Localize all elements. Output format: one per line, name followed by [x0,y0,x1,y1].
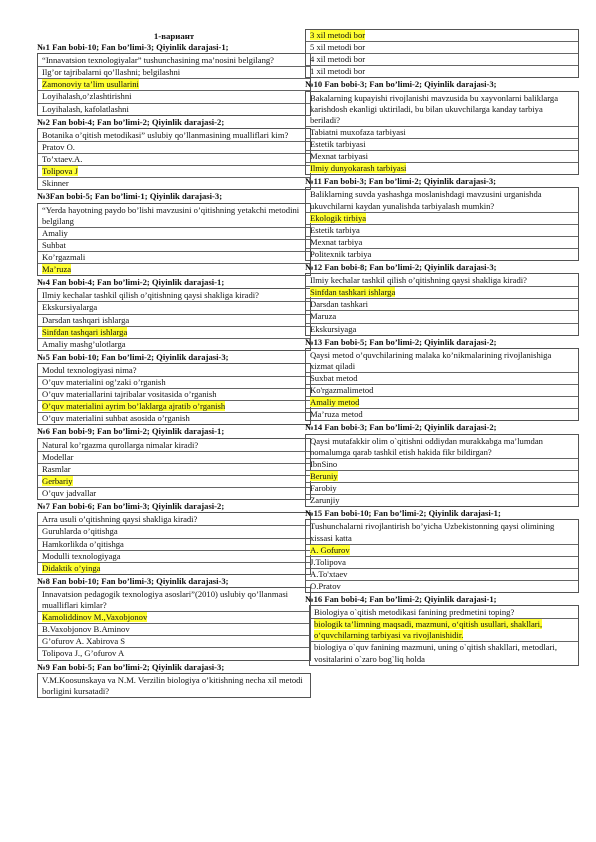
question-header: №11 Fan bobi-3; Fan bo’limi-2; Qiyinlik darajasi-3; [305,176,497,187]
answer-option[interactable] [306,286,578,298]
question-text: Natural ko’rgazma qurollarga nimalar kiradi? [42,439,199,450]
answer-option[interactable] [306,310,578,322]
correct-answer-highlight: Ma’ruza [42,264,72,275]
answer-option[interactable] [38,338,310,350]
correct-answer-highlight: Gerbariy [42,475,73,486]
answer-option[interactable] [306,224,578,236]
answer-option[interactable] [38,635,310,647]
answer-option[interactable] [306,53,578,65]
answer-option[interactable] [306,30,578,41]
answer-option[interactable] [306,568,578,580]
answer-option[interactable] [306,470,578,482]
question-table [305,187,579,261]
answer-text: G’ofurov A. Xabirova S [42,636,126,647]
answer-text: Ekskursiyalarga [42,302,98,313]
correct-answer-highlight: Ilmiy dunyokarash tarbiyasi [310,163,407,174]
answer-text: Guruhlarda o’qitishga [42,526,118,537]
correct-answer-highlight: Didaktik o’yinga [42,562,101,573]
right-column [305,29,579,667]
answer-option[interactable] [38,103,310,115]
answer-option[interactable] [38,90,310,102]
answer-option[interactable] [306,41,578,53]
answer-option[interactable] [38,550,310,562]
question-text: Ilmiy kechalar tashkil qilish o’qitishning qaysi shakliga kiradi? [42,290,259,301]
question-header: №4 Fan bobi-4; Fan bo’limi-2; Qiyinlik darajasi-1; [37,277,225,288]
answer-option[interactable] [306,556,578,568]
answer-option[interactable] [306,236,578,248]
question-table [305,91,579,176]
answer-option[interactable] [38,538,310,550]
answer-option[interactable] [306,212,578,224]
answer-option[interactable] [306,65,578,77]
question-header: №5 Fan bobi-10; Fan bo’limi-2; Qiyinlik darajasi-3; [37,351,229,362]
question-table [305,348,579,422]
answer-text: Zarunjiy [310,495,340,506]
question-table [37,128,311,190]
answer-text: Amaliy mashg’ulotlarga [42,338,126,349]
correct-answer-highlight: 3 xil metodi bor [310,30,366,40]
question-header: №12 Fan bobi-8; Fan bo’limi-2; Qiyinlik darajasi-3; [305,262,497,272]
question-text: Biologiya o`qitish metodikasi fanining predmetini toping? [314,607,515,618]
answer-option[interactable] [306,396,578,408]
answer-text: Darsdan tashkari [310,299,368,310]
answer-text: O’quv materialini og’zaki o’rganish [42,377,166,388]
answer-option[interactable] [38,487,310,499]
correct-answer-highlight: O’quv materialini ayrim bo’laklarga ajratib o’rganish [42,401,226,412]
correct-answer-highlight: Beruniy [310,470,338,481]
correct-answer-highlight: Tolipova J [42,166,78,177]
answer-option[interactable] [306,138,578,150]
answer-option[interactable] [38,263,310,275]
answer-text: Modellar [42,451,74,462]
question-table [37,288,311,350]
answer-text: 5 xil metodi bor [310,42,366,53]
question-header: №13 Fan bobi-5; Fan bo’limi-2; Qiyinlik darajasi-2; [305,336,497,347]
question-header: №7 Fan bobi-6; Fan bo’limi-3; Qiyinlik darajasi-2; [37,501,225,512]
answer-text: Ko'rgazmalimetod [310,385,374,396]
correct-answer-highlight: Sinfdan tashqari ishlarga [42,326,128,337]
question-text: Baliklarning suvda yashashga moslanishdagi mavzusini urganishda ukuvchilarni kaydan yunalishda tarbiyalash mumkin? [310,189,542,211]
answer-option[interactable] [38,66,310,78]
answer-option[interactable] [38,301,310,313]
answer-text: Ilg’or tajribalarni qo’llashni; belgilashni [42,67,181,78]
answer-option[interactable] [306,162,578,174]
answer-option[interactable] [306,248,578,260]
answer-text: 4 xil metodi bor [310,54,366,65]
answer-text: O’quv materiallarini tajribalar vositasida o’rganish [42,389,217,400]
answer-text: Suhbat [42,239,66,250]
correct-answer-highlight: Kamoliddinov M.,Vaxobjonov [42,612,148,623]
question-table [37,587,311,661]
answer-text: Darsdan tashqari ishlarga [42,314,130,325]
question-table [305,519,579,593]
question-text: V.M.Koosunskaya va N.M. Verzilin biologiya o’kitishning necha xil metodi borligini kursatadi? [42,674,303,696]
question-text: Botanika o’qitish metodikasi” uslubiy qo’llanmasining mualliflari kim? [42,129,289,140]
answer-option[interactable] [306,580,578,592]
answer-text: IbnSino [310,458,338,469]
answer-text: Politexnik tarbiya [310,248,372,259]
answer-option[interactable] [306,298,578,310]
left-column [37,31,311,699]
question-header: №3Fan bobi-5; Fan bo’limi-1; Qiyinlik darajasi-3; [37,191,223,202]
answer-text: Tabiatni muxofaza tarbiyasi [310,126,406,137]
answer-text: Ekskursiyaga [310,323,357,334]
answer-option[interactable] [38,376,310,388]
answer-option[interactable] [306,372,578,384]
question-table [309,605,579,665]
answer-option[interactable] [38,388,310,400]
answer-text: biologiya o`quv fanining mazmuni, uning o`qitish shakllari, metodlari, vositalarini o`zaro bog`liq holda [314,642,557,664]
question-header: №15 Fan bobi-10; Fan bo’limi-2; Qiyinlik darajasi-1; [305,508,501,519]
question-header: №6 Fan bobi-9; Fan bo’limi-2; Qiyinlik darajasi-1; [37,426,225,437]
answer-option[interactable] [38,525,310,537]
question-header: №1 Fan bobi-10; Fan bo’limi-3; Qiyinlik darajasi-1; [37,42,229,52]
correct-answer-highlight: Amaliy metod [310,397,360,408]
answer-text: Tolipova J., G’ofurov A [42,648,125,659]
question-table [305,29,579,78]
answer-option[interactable] [38,451,310,463]
question-header: №9 Fan bobi-5; Fan bo’limi-2; Qiyinlik darajasi-3; [37,661,225,672]
answer-text: Pratov O. [42,141,75,152]
answer-option[interactable] [306,494,578,506]
answer-text: Amaliy [42,227,68,238]
answer-option[interactable] [38,623,310,635]
answer-text: Hamkorlikda o’qitishga [42,538,124,549]
answer-text: Farobiy [310,483,337,494]
question-text: Modul texnologiyasi nima? [42,364,137,375]
answer-option[interactable] [306,482,578,494]
answer-text: O’quv materialini suhbat asosida o’rganish [42,413,190,424]
answer-option[interactable] [38,400,310,412]
answer-option[interactable] [38,239,310,251]
answer-option[interactable] [306,384,578,396]
question-text: Qaysi metod o’quvchilarining malaka ko’nikmalarining rivojlanishiga xizmat qiladi [310,349,552,371]
question-table [305,273,579,335]
answer-text: 1 xil metodi bor [310,66,366,77]
question-header: №8 Fan bobi-10; Fan bo’limi-3; Qiyinlik darajasi-3; [37,575,229,586]
question-table [37,512,311,574]
question-table [37,203,311,277]
answer-text: Suxbat metod [310,373,358,384]
answer-option[interactable] [38,412,310,424]
question-text: Tushunchalarni rivojlantirish bo’yicha Uzbekistonning qaysi olimining xissasi katta [310,521,555,543]
answer-text: Estetik tarbiyasi [310,138,366,149]
question-table [37,53,311,115]
answer-text: O’quv jadvallar [42,488,97,499]
correct-answer-highlight: Sinfdan tashkari ishlarga [310,287,396,298]
question-table [37,438,311,500]
answer-option[interactable] [38,562,310,574]
question-header: №16 Fan bobi-4; Fan bo’limi-2; Qiyinlik darajasi-1; [305,593,497,604]
answer-option[interactable] [310,641,578,664]
answer-text: Skinner [42,178,69,189]
question-header: №14 Fan bobi-3; Fan bo’limi-2; Qiyinlik darajasi-2; [305,422,497,433]
answer-option[interactable] [38,153,310,165]
question-text: Ilmiy kechalar tashkil qilish o’qitishning qaysi shakliga kiradi? [310,275,527,286]
answer-option[interactable] [38,611,310,623]
answer-text: O.Pratov [310,580,341,591]
answer-text: To’xtaev.A. [42,154,83,165]
answer-text: J.Tolipova [310,556,346,567]
question-table [305,434,579,508]
question-header: №10 Fan bobi-3; Fan bo’limi-2; Qiyinlik darajasi-3; [305,79,497,90]
answer-text: Loyihalash,o’zlashtirishni [42,91,132,102]
answer-option[interactable] [38,475,310,487]
answer-text: Ma’ruza metod [310,409,363,420]
answer-option[interactable] [38,141,310,153]
answer-option[interactable] [310,618,578,641]
answer-text: B.Vaxobjonov B.Aminov [42,624,130,635]
answer-option[interactable] [306,544,578,556]
answer-option[interactable] [306,458,578,470]
question-text: Arra usuli o’qitishning qaysi shakliga kiradi? [42,514,198,525]
answer-option[interactable] [38,647,310,659]
correct-answer-highlight: Ekologik tirbiya [310,212,367,223]
answer-text: Loyihalash, kafolatlashni [42,103,129,114]
answer-option[interactable] [38,78,310,90]
variant-title: 1-вариант [153,31,195,41]
question-text: “Yerda hayotning paydo bo’lishi mavzusini o’qitishning yetakchi metodini belgilang [42,204,300,226]
correct-answer-highlight: A. Gofurov [310,544,350,555]
question-table [37,363,311,425]
question-text: Bakalarning kupayishi rivojlanishi mavzusida bu xayvonlarni baliklarga karishdosh ekanligi uktiriladi, bu bilan ukuvchilarga kanday tarbiya beriladi? [310,92,559,125]
answer-option[interactable] [38,227,310,239]
question-table [37,673,311,698]
answer-option[interactable] [306,323,578,335]
answer-option[interactable] [38,314,310,326]
question-header: №2 Fan bobi-4; Fan bo’limi-2; Qiyinlik darajasi-2; [37,116,225,127]
answer-option[interactable] [38,251,310,263]
answer-option[interactable] [38,326,310,338]
question-text: “Innavatsion texnologiyalar” tushunchasining ma’nosini belgilang? [42,55,274,66]
question-text: Qaysi mutafakkir olim o`qitishni oddiydan murakkabga ma’lumdan nomalumga qarab tashkil etish hakida fikr bildirgan? [310,435,543,457]
answer-text: Mexnat tarbiyasi [310,151,368,162]
answer-text: Modulli texnologiyaga [42,550,121,561]
answer-text: Rasmlar [42,463,71,474]
answer-option[interactable] [38,177,310,189]
correct-answer-highlight: biologik ta’limning maqsadi, mazmuni, o‘qitish usullari, shakllari, o‘quvchilarning tarbiyasi va rivojlanishidir. [314,619,543,641]
answer-option[interactable] [306,150,578,162]
answer-option[interactable] [306,126,578,138]
answer-text: Ko’rgazmali [42,251,86,262]
answer-option[interactable] [306,408,578,420]
answer-text: A.To'xtaev [310,568,348,579]
question-text: Innavatsion pedagogik texnologiya asoslari”(2010) uslubiy qo’llanmasi mualliflari kimlar? [42,589,289,611]
answer-text: Mexnat tarbiya [310,236,363,247]
answer-option[interactable] [38,463,310,475]
answer-text: Estetik tarbiya [310,224,360,235]
answer-text: Maruza [310,311,337,322]
answer-option[interactable] [38,165,310,177]
correct-answer-highlight: Zamonoviy ta’lim usullarini [42,79,139,90]
